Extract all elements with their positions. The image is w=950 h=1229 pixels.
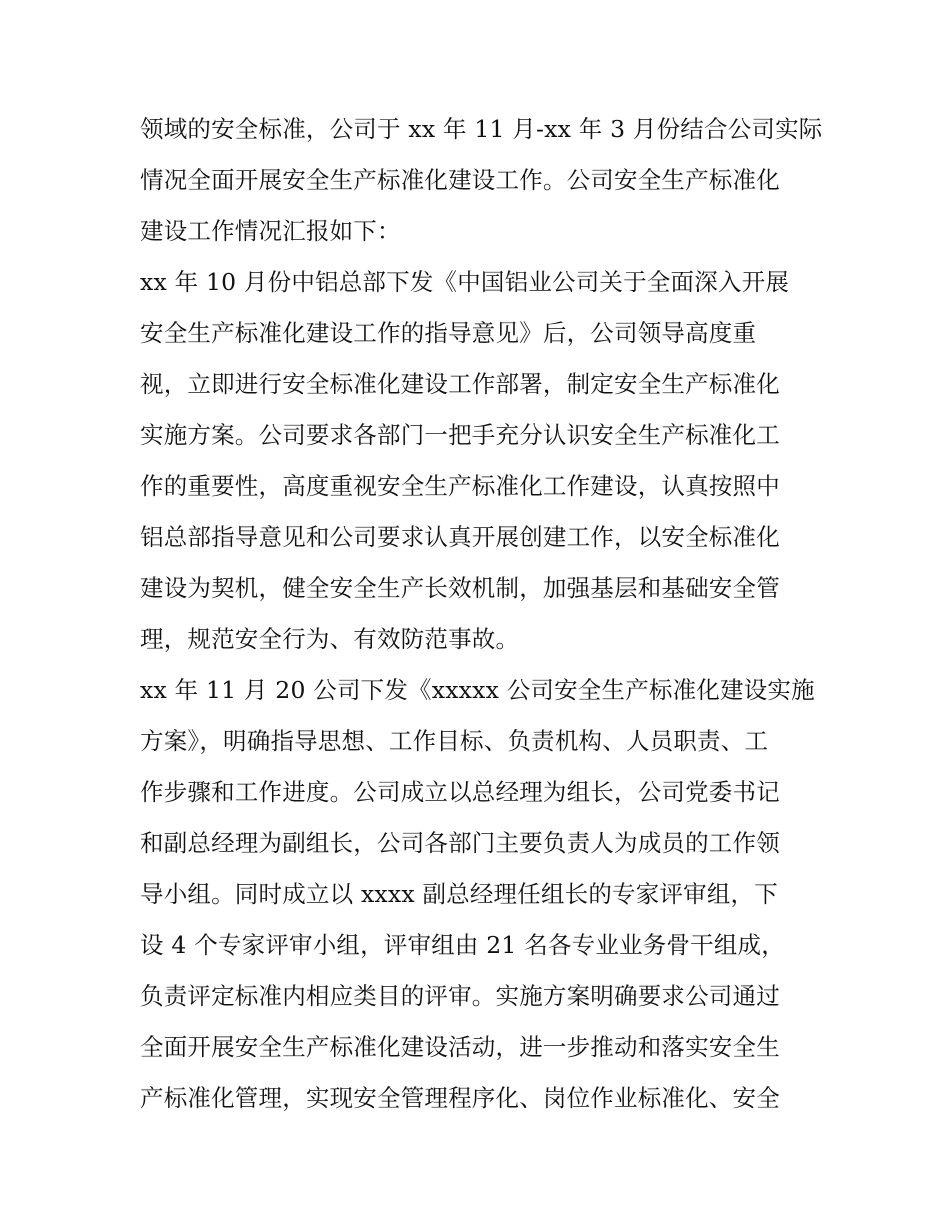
- text-line: xx 年 10 月份中铝总部下发《中国铝业公司关于全面深入开展: [140, 268, 790, 296]
- text-line: 建设为契机，健全安全生产长效机制，加强基层和基础安全管: [140, 574, 780, 602]
- text-line: 设 4 个专家评审小组，评审组由 21 名各专业业务骨干组成，: [140, 931, 785, 959]
- text-line: 和副总经理为副组长，公司各部门主要负责人为成员的工作领: [140, 829, 780, 857]
- text-line: 作的重要性，高度重视安全生产标准化工作建设，认真按照中: [140, 472, 780, 500]
- text-line: xx 年 11 月 20 公司下发《xxxxx 公司安全生产标准化建设实施: [140, 676, 815, 704]
- body-text: [140, 104, 823, 1124]
- text-line: 领域的安全标准，公司于 xx 年 11 月-xx 年 3 月份结合公司实际: [140, 115, 823, 143]
- text-line: 理，规范安全行为、有效防范事故。: [140, 625, 520, 653]
- text-line: 情况全面开展安全生产标准化建设工作。公司安全生产标准化: [140, 166, 780, 194]
- text-line: 方案》，明确指导思想、工作目标、负责机构、人员职责、工: [140, 727, 769, 755]
- text-line: 实施方案。公司要求各部门一把手充分认识安全生产标准化工: [140, 421, 780, 449]
- text-line: 全面开展安全生产标准化建设活动，进一步推动和落实安全生: [140, 1033, 780, 1061]
- text-line: 铝总部指导意见和公司要求认真开展创建工作，以安全标准化: [140, 523, 780, 551]
- text-line: 安全生产标准化建设工作的指导意见》后，公司领导高度重: [140, 319, 757, 347]
- text-line: 作步骤和工作进度。公司成立以总经理为组长，公司党委书记: [140, 778, 780, 806]
- text-line: 视，立即进行安全标准化建设工作部署，制定安全生产标准化: [140, 370, 780, 398]
- text-line: 产标准化管理，实现安全管理程序化、岗位作业标准化、安全: [140, 1084, 780, 1112]
- text-line: 导小组。同时成立以 xxxx 副总经理任组长的专家评审组，下: [140, 880, 778, 908]
- text-line: 建设工作情况汇报如下：: [140, 217, 401, 245]
- text-line: 负责评定标准内相应类目的评审。实施方案明确要求公司通过: [140, 982, 780, 1010]
